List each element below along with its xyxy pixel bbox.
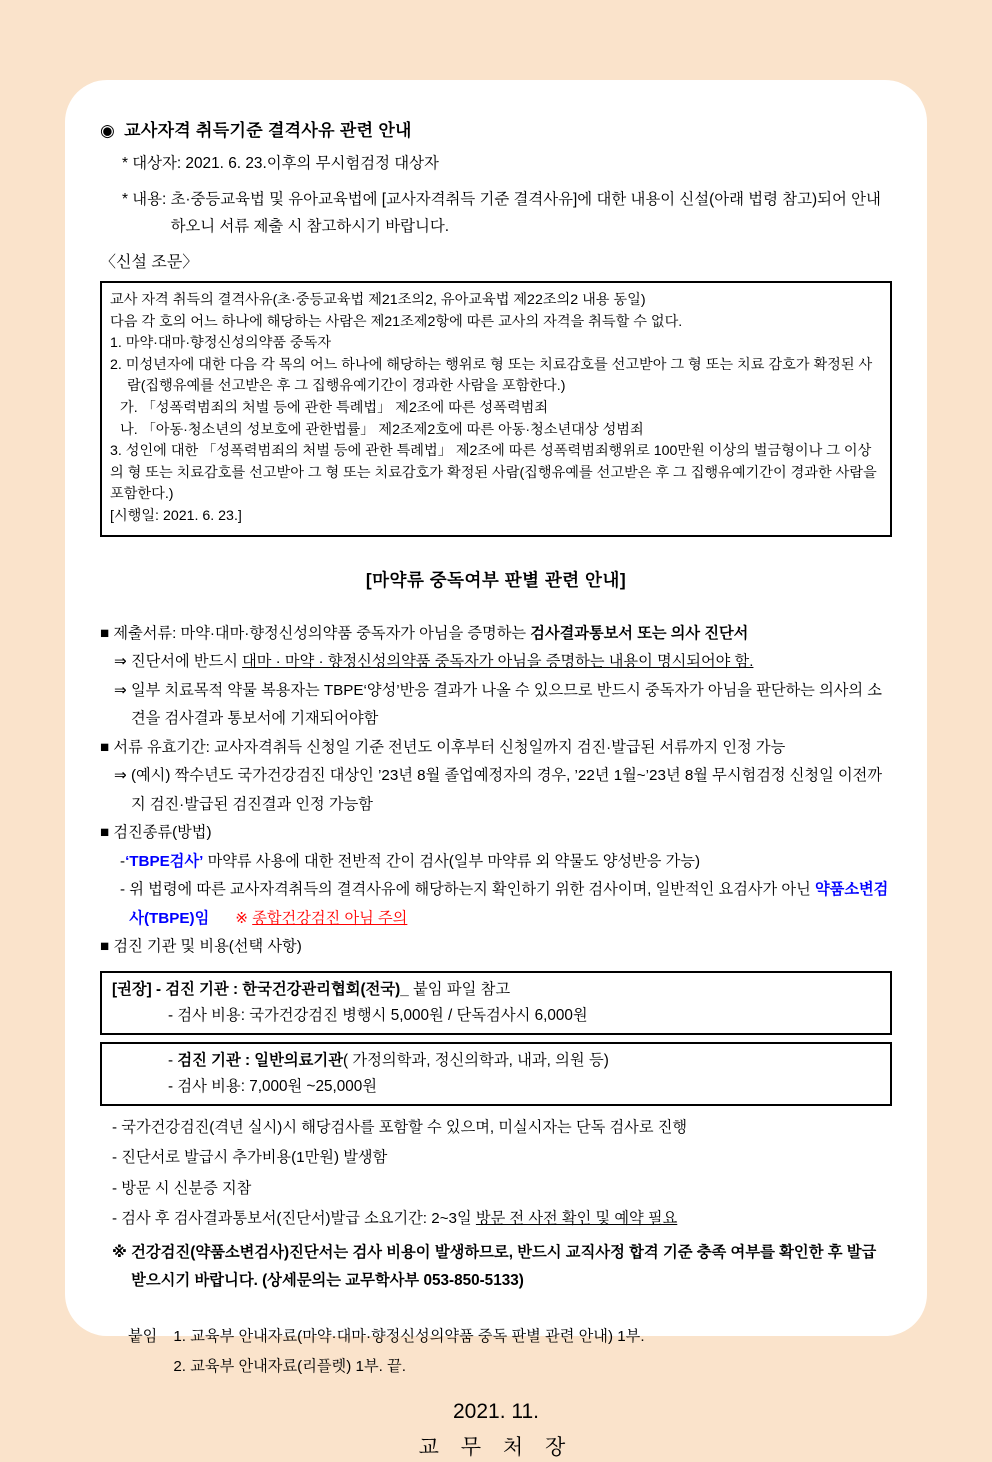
arrow-marker: ⇒ [114, 767, 131, 785]
dash-marker: - [120, 852, 126, 870]
general-org-line [112, 1048, 880, 1074]
provision-line: 나. 「아동·청소년의 성보호에 관한법률」 제2조제2호에 따른 아동·청소년대상 성범죄 [120, 421, 644, 438]
note-issuance-underline: 방문 전 사전 확인 및 예약 필요 [475, 1210, 678, 1228]
note-line: - 국가건강검진(격년 실시)시 해당검사를 포함할 수 있으며, 미실시자는 단독 검사로 진행 [112, 1118, 688, 1136]
provision-line: 가. 「성폭력범죄의 처벌 등에 관한 특례법」 제2조에 따른 성폭력범죄 [120, 399, 549, 416]
notes-list [100, 1113, 892, 1235]
content-line [100, 186, 892, 240]
dash-marker: - [168, 1051, 178, 1069]
exam-purpose-prefix: 위 법령에 따른 교사자격취득의 결격사유에 해당하는지 확인하기 위한 검사이며, 일반적인 요검사가 아닌 [129, 881, 815, 899]
target-line: * 대상자: 2021. 6. 23.이후의 무시험검정 대상자 [122, 155, 439, 172]
signer-title: 교 무 처 장 [418, 1435, 574, 1459]
provision-line: 교사 자격 취득의 결격사유(초·중등교육법 제21조의2, 유아교육법 제22조의2 내용 동일) [110, 292, 646, 308]
dash-marker: - [120, 881, 130, 899]
recommended-org-rest: 붙임 파일 참고 [408, 980, 511, 998]
notice-body [100, 620, 892, 962]
validity-example-line [100, 762, 892, 819]
provision-effective-date: [시행일: 2021. 6. 23.] [110, 507, 242, 524]
note-issuance-text: - 검사 후 검사결과통보서(진단서)발급 소요기간: 2~3일 [112, 1210, 476, 1228]
provision-box [100, 281, 892, 537]
general-org-box [100, 1042, 892, 1106]
diagnosis-note-text: ⇒ 진단서에 반드시 [114, 653, 243, 671]
doc-title-text: 교사자격 취득기준 결격사유 관련 안내 [124, 121, 412, 140]
exam-purpose-blue: 약품소변검사(TBPE)임 [129, 881, 889, 927]
tbpe-exam-blue: ‘TBPE검사’ [125, 852, 204, 870]
content-body: 초·중등교육법 및 유아교육법에 [교사자격취득 기준 결격사유]에 대한 내용이 신설(아래 법령 참고)되어 안내하오니 서류 제출 시 참고하시기 바랍니다. [170, 191, 881, 235]
validity-example-text: (예시) 짝수년도 국가건강검진 대상인 ’23년 8월 졸업예정자의 경우, ’22년 1월~’23년 8월 무시험검정 신청일 이전까지 검진·발급된 검진결과 인정 가능함 [130, 767, 882, 813]
recommended-org-line [112, 977, 880, 1003]
note-line [112, 1204, 892, 1235]
tbpe-exam-line [100, 848, 892, 877]
note-line: - 진단서로 발급시 추가비용(1만원) 발생함 [112, 1149, 388, 1167]
exam-purpose-text [129, 876, 892, 933]
arrow-marker: ⇒ [114, 681, 131, 699]
diagnosis-note-line [100, 648, 892, 677]
tbpe-positive-note-text: 일부 치료목적 약물 복용자는 TBPE‘양성’반응 결과가 나올 수 있으므로 반드시 중독자가 아님을 판단하는 의사의 소견을 검사결과 통보서에 기재되어야함 [130, 681, 882, 728]
provision-line: 3. 성인에 대한 「성폭력범죄의 처벌 등에 관한 특례법」 제2조에 따른 성폭력범죄행위로 100만원 이상의 벌금형이나 그 이상의 형 또는 치료감호를 선고받아 그 형 또는 치료감호가 확정된 사람(집행유예를 선고받은 후 그 집행유예기간이 경과한 사람을 포함한다.) [110, 443, 877, 503]
submission-docs-line [100, 620, 892, 649]
provision-line: 다음 각 호의 어느 하나에 해당하는 사람은 제21조제2항에 따른 교사의 자격을 취득할 수 없다. [110, 313, 683, 330]
submission-docs-text: ■ 제출서류: 마약·대마·향정신성의약품 중독자가 아님을 증명하는 [100, 624, 531, 642]
notice-section-title: [마약류 중독여부 판별 관련 안내] [365, 569, 627, 590]
recommended-org-cost: - 검사 비용: 국가건강검진 병행시 5,000원 / 단독검사시 6,000원 [168, 1006, 588, 1024]
content-prefix: * 내용: [122, 191, 171, 208]
doc-title [100, 116, 892, 141]
provision-line: 1. 마약·대마·향정신성의약품 중독자 [110, 335, 332, 352]
attachment-item: 1. 교육부 안내자료(마약·대마·향정신성의약품 중독 판별 관련 안내) 1부. [173, 1327, 645, 1345]
tbpe-positive-note-line [100, 677, 892, 734]
reference-marker: ※ [112, 1243, 132, 1261]
attachments-items [173, 1322, 644, 1382]
recommended-org-bold: [권장] - 검진 기관 : 한국건강관리협회(전국)_ [112, 980, 409, 998]
general-org-cost: - 검사 비용: 7,000원 ~25,000원 [168, 1077, 378, 1095]
attachments-block [100, 1322, 892, 1382]
validity-line: ■ 서류 유효기간: 교사자격취득 신청일 기준 전년도 이후부터 신청일까지 검진·발급된 서류까지 인정 가능 [100, 738, 786, 756]
caution-marker: ※ [235, 909, 253, 927]
caution-underline: 종합건강검진 아님 주의 [252, 909, 408, 927]
note-line: - 방문 시 신분증 지참 [112, 1179, 252, 1197]
attachments-label: 붙임 [128, 1327, 158, 1345]
provision-label: 〈신설 조문〉 [100, 254, 199, 271]
issue-date: 2021. 11. [452, 1399, 540, 1423]
cost-warning [100, 1239, 892, 1296]
exam-purpose-line [100, 876, 892, 933]
fisheye-bullet-icon: ◉ [100, 121, 116, 140]
general-org-rest: ( 가정의학과, 정신의학과, 내과, 의원 등) [342, 1051, 609, 1069]
attachment-item: 2. 교육부 안내자료(리플렛) 1부. 끝. [173, 1357, 406, 1375]
recommended-org-box [100, 971, 892, 1035]
exam-type-header: ■ 검진종류(방법) [100, 824, 212, 842]
general-org-bold: 검진 기관 : 일반의료기관 [177, 1051, 343, 1069]
cost-warning-text: 건강검진(약품소변검사)진단서는 검사 비용이 발생하므로, 반드시 교직사정 합격 기준 충족 여부를 확인한 후 발급 받으시기 바랍니다. (상세문의는 교무학사부 053-850-5133) [131, 1243, 877, 1290]
org-cost-header: ■ 검진 기관 및 비용(선택 사항) [100, 938, 302, 956]
provision-line: 2. 미성년자에 대한 다음 각 목의 어느 하나에 해당하는 행위로 형 또는 치료감호를 선고받아 그 형 또는 치료 감호가 확정된 사람(집행유예를 선고받은 후 그 집행유예기간이 경과한 사람을 포함한다.) [110, 356, 873, 395]
submission-docs-bold: 검사결과통보서 또는 의사 진단서 [530, 624, 749, 642]
document-card [65, 80, 927, 1459]
tbpe-exam-rest: 마약류 사용에 대한 전반적 간이 검사(일부 마약류 외 약물도 양성반응 가능) [203, 852, 701, 870]
diagnosis-note-underline: 대마 · 마약 · 향정신성의약품 중독자가 아님을 증명하는 내용이 명시되어야 함. [242, 653, 754, 671]
